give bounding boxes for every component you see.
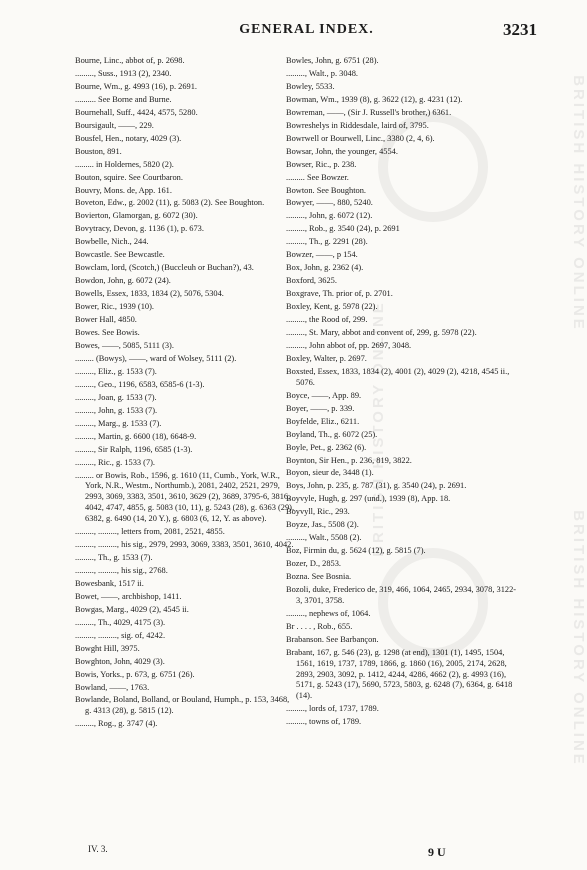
index-entry: Bowser, Ric., p. 238.	[286, 159, 357, 169]
index-entry: Boxford, 3625.	[286, 276, 337, 286]
index-entry: Bowgas, Marg., 4029 (2), 4545 ii.	[75, 604, 189, 614]
index-entry: Bowsar, John, the younger, 4554.	[286, 146, 398, 156]
index-entry: ......... (Bowys), ——, ward of Wolsey, 5111 (2).	[75, 353, 237, 363]
index-entry: Bowclam, lord, (Scotch,) (Buccleuh or Buchan?), 43.	[75, 263, 254, 273]
index-entry: Bowesbank, 1517 ii.	[75, 578, 144, 588]
index-entry: ........., ........., letters from, 2081, 2521, 4855.	[75, 527, 225, 537]
index-entry: ........., lords of, 1737, 1789.	[286, 704, 379, 714]
index-column-right	[286, 56, 518, 730]
index-entry: ........., nephews of, 1064.	[286, 608, 371, 618]
index-entry: Bowells, Essex, 1833, 1834 (2), 5076, 5304.	[75, 289, 224, 299]
index-entry: Bower Hall, 4850.	[75, 315, 137, 325]
index-entry: Boyle, Pet., g. 2362 (6).	[286, 442, 367, 452]
index-entry: ........., Eliz., g. 1533 (7).	[75, 366, 157, 376]
running-title: GENERAL INDEX.	[239, 22, 374, 37]
index-entry: ........., St. Mary, abbot and convent of, 299, g. 5978 (22).	[286, 328, 477, 338]
index-entry: Bowis, Yorks., p. 673, g. 6751 (26).	[75, 669, 195, 679]
index-entry: Bousfel, Hen., notary, 4029 (3).	[75, 133, 182, 143]
index-entry: Bowley, 5533.	[286, 81, 335, 91]
index-entry: ......... See Bowzer.	[286, 172, 349, 182]
index-entry: Bozoli, duke, Frederico de, 319, 466, 1064, 2465, 2934, 3078, 3122-3, 3701, 3758.	[286, 585, 517, 605]
index-entry: Boxley, Walter, p. 2697.	[286, 353, 367, 363]
index-entry: Boyze, Jas., 5508 (2).	[286, 520, 359, 530]
page-header	[76, 22, 537, 40]
index-entry: ........., ........., his sig., 2979, 2993, 3069, 3383, 3501, 3610, 4042.	[75, 540, 294, 550]
index-entry: Bovierton, Glamorgan, g. 6072 (30).	[75, 211, 198, 221]
index-entry: Bowlande, Boland, Bolland, or Bouland, Humph., p. 153, 3468, g. 4313 (28), g. 5815 (12).	[75, 695, 290, 716]
index-entry: Bournehall, Suff., 4424, 4575, 5280.	[75, 107, 198, 117]
index-entry: ........., John abbot of, pp. 2697, 3048.	[286, 340, 412, 350]
index-entry: ........., ........., his sig., 2768.	[75, 565, 168, 575]
index-entry: ........., Th., g. 2291 (28).	[286, 237, 368, 247]
index-entry: Boys, John, p. 235, g. 787 (31), g. 3540 (24), p. 2691.	[286, 481, 467, 491]
index-entry: Bourne, Wm., g. 4993 (16), p. 2691.	[75, 81, 197, 91]
index-entry: ........., Joan, g. 1533 (7).	[75, 392, 157, 402]
index-entry: Bovytracy, Devon, g. 1136 (1), p. 673.	[75, 224, 204, 234]
index-entry: Bozer, D., 2853.	[286, 559, 342, 569]
index-entry: Bowman, Wm., 1939 (8), g. 3622 (12), g. 4231 (12).	[286, 94, 463, 104]
signature-mark: IV. 3.	[88, 844, 108, 854]
index-entry: ........., Walt., 5508 (2).	[286, 533, 362, 543]
index-entry: Bowland, ——, 1763.	[75, 682, 150, 692]
watermark-text: BRITISH HISTORY ONLINE	[369, 300, 387, 557]
watermark-text: BRITISH HISTORY ONLINE	[569, 510, 587, 767]
index-entry: Bowes, ——, 5085, 5111 (3).	[75, 340, 174, 350]
index-entry: Bouston, 891.	[75, 146, 122, 156]
index-entry: Boxley, Kent, g. 5978 (22).	[286, 302, 378, 312]
index-entry: .......... See Borne and Burne.	[75, 94, 172, 104]
index-entry: Brabant, 167, g. 546 (23), g. 1298 (at end), 1301 (1), 1495, 1504, 1561, 1619, 1737, 1789, 1866, g. 1860 (16), 2005, 2174, 2628, 2893, 2903, 3092, p. 1412, 4244, 4286, 4662 (2), g. 4993 (16), 5171, g. 5243 (17), 5690, 5723, 5803, g. 6248 (7), 6364, g. 6418 (14).	[286, 647, 513, 701]
index-entry: ........., John, g. 1533 (7).	[75, 405, 158, 415]
index-entry: Bowreshelys in Riddesdale, laird of, 3795.	[286, 120, 429, 130]
index-entry: Bouvry, Mons. de, App. 161.	[75, 185, 172, 195]
index-entry: Bowrwell or Bourwell, Linc., 3380 (2, 4, 6).	[286, 133, 435, 143]
index-entry: Boynton, Sir Hen., p. 236, 819, 3822.	[286, 455, 412, 465]
index-entry: Box, John, g. 2362 (4).	[286, 263, 364, 273]
index-entry: Bower, Ric., 1939 (10).	[75, 302, 154, 312]
index-entry: ........., Th., g. 1533 (7).	[75, 552, 153, 562]
index-entry: Bouton, squire. See Courtbaron.	[75, 172, 183, 182]
index-entry: Bowles, John, g. 6751 (28).	[286, 56, 379, 65]
index-entry: ........., Rog., g. 3747 (4).	[75, 719, 158, 729]
index-entry: Boyvyle, Hugh, g. 297 (und.), 1939 (8), App. 18.	[286, 494, 451, 504]
index-entry: ........., the Rood of, 299.	[286, 315, 368, 325]
index-entry: ........., Geo., 1196, 6583, 6585-6 (1-3).	[75, 379, 205, 389]
index-entry: ........., Marg., g. 1533 (7).	[75, 418, 162, 428]
index-entry: Bowet, ——, archbishop, 1411.	[75, 591, 182, 601]
index-entry: ........., Suss., 1913 (2), 2340.	[75, 68, 172, 78]
index-entry: Br . . . . , Rob., 655.	[286, 621, 353, 631]
index-entry: Boyer, ——, p. 339.	[286, 403, 355, 413]
index-entry: Bowdon, John, g. 6072 (24).	[75, 276, 171, 286]
page-number: 3231	[503, 20, 537, 39]
index-entry: Boursigault, ——, 229.	[75, 120, 154, 130]
index-entry: Bowzer, ——, p 154.	[286, 250, 358, 260]
index-entry: Bowghton, John, 4029 (3).	[75, 656, 165, 666]
index-entry: ......... or Bowis, Rob., 1596, g. 1610 (11, Cumb., York, W.R., York, N.R., Westm., Northumb.), 2081, 2402, 2521, 2979, 2993, 3069, 3383, 3501, 3610, 3629 (2), 3689, 3795-6, 3816, 4042, 4747, 4855, g. 5083 (10, 11), g. 5243 (28), g. 6363 (29), 6382, g. 6490 (14, 20 Y.), g. 6803 (6, 12, Y. as above).	[75, 470, 295, 524]
index-entry: Boz, Firmin du, g. 5624 (12), g. 5815 (7).	[286, 546, 426, 556]
index-entry: ........., Ric., g. 1533 (7).	[75, 457, 156, 467]
index-entry: Bowbelle, Nich., 244.	[75, 237, 149, 247]
index-entry: Boyce, ——, App. 89.	[286, 390, 362, 400]
index-entry: ........., John, g. 6072 (12).	[286, 211, 373, 221]
index-entry: Bowes. See Bowis.	[75, 328, 140, 338]
index-entry: Boxsted, Essex, 1833, 1834 (2), 4001 (2), 4029 (2), 4218, 4545 ii., 5076.	[286, 366, 510, 387]
index-entry: ........., Th., 4029, 4175 (3).	[75, 617, 166, 627]
index-entry: Boveton, Edw., g. 2002 (11), g. 5083 (2). See Boughton.	[75, 198, 265, 208]
index-entry: ........., Martin, g. 6600 (18), 6648-9.	[75, 431, 197, 441]
index-column-left	[75, 56, 297, 732]
index-entry: Boxgrave, Th. prior of, p. 2701.	[286, 289, 393, 299]
index-entry: Boyvyll, Ric., 293.	[286, 507, 350, 517]
index-entry: ........., towns of, 1789.	[286, 717, 362, 727]
index-entry: Bowreman, ——, (Sir J. Russell's brother,) 6361.	[286, 107, 452, 117]
gathering-mark: 9 U	[428, 845, 446, 859]
index-entry: Boyland, Th., g. 6072 (25).	[286, 429, 378, 439]
index-entry: ........., Rob., g. 3540 (24), p. 2691	[286, 224, 400, 234]
index-entry: ......... in Holdernes, 5820 (2).	[75, 159, 174, 169]
index-entry: Bowton. See Boughton.	[286, 185, 367, 195]
watermark-text: BRITISH HISTORY ONLINE	[569, 75, 587, 332]
index-entry: Boyon, sieur de, 3448 (1).	[286, 468, 374, 478]
index-entry: ........., Sir Ralph, 1196, 6585 (1-3).	[75, 444, 193, 454]
index-entry: Bozna. See Bosnia.	[286, 572, 352, 582]
index-entry: Brabanson. See Barbançon.	[286, 634, 379, 644]
index-entry: Bowyer, ——, 880, 5240.	[286, 198, 373, 208]
index-entry: Bowght Hill, 3975.	[75, 643, 140, 653]
index-entry: Bourne, Linc., abbot of, p. 2698.	[75, 56, 185, 65]
index-entry: ........., Walt., p. 3048.	[286, 68, 358, 78]
index-entry: Bowcastle. See Bewcastle.	[75, 250, 165, 260]
index-entry: ........., ........., sig. of, 4242.	[75, 630, 166, 640]
index-entry: Boyfelde, Eliz., 6211.	[286, 416, 360, 426]
